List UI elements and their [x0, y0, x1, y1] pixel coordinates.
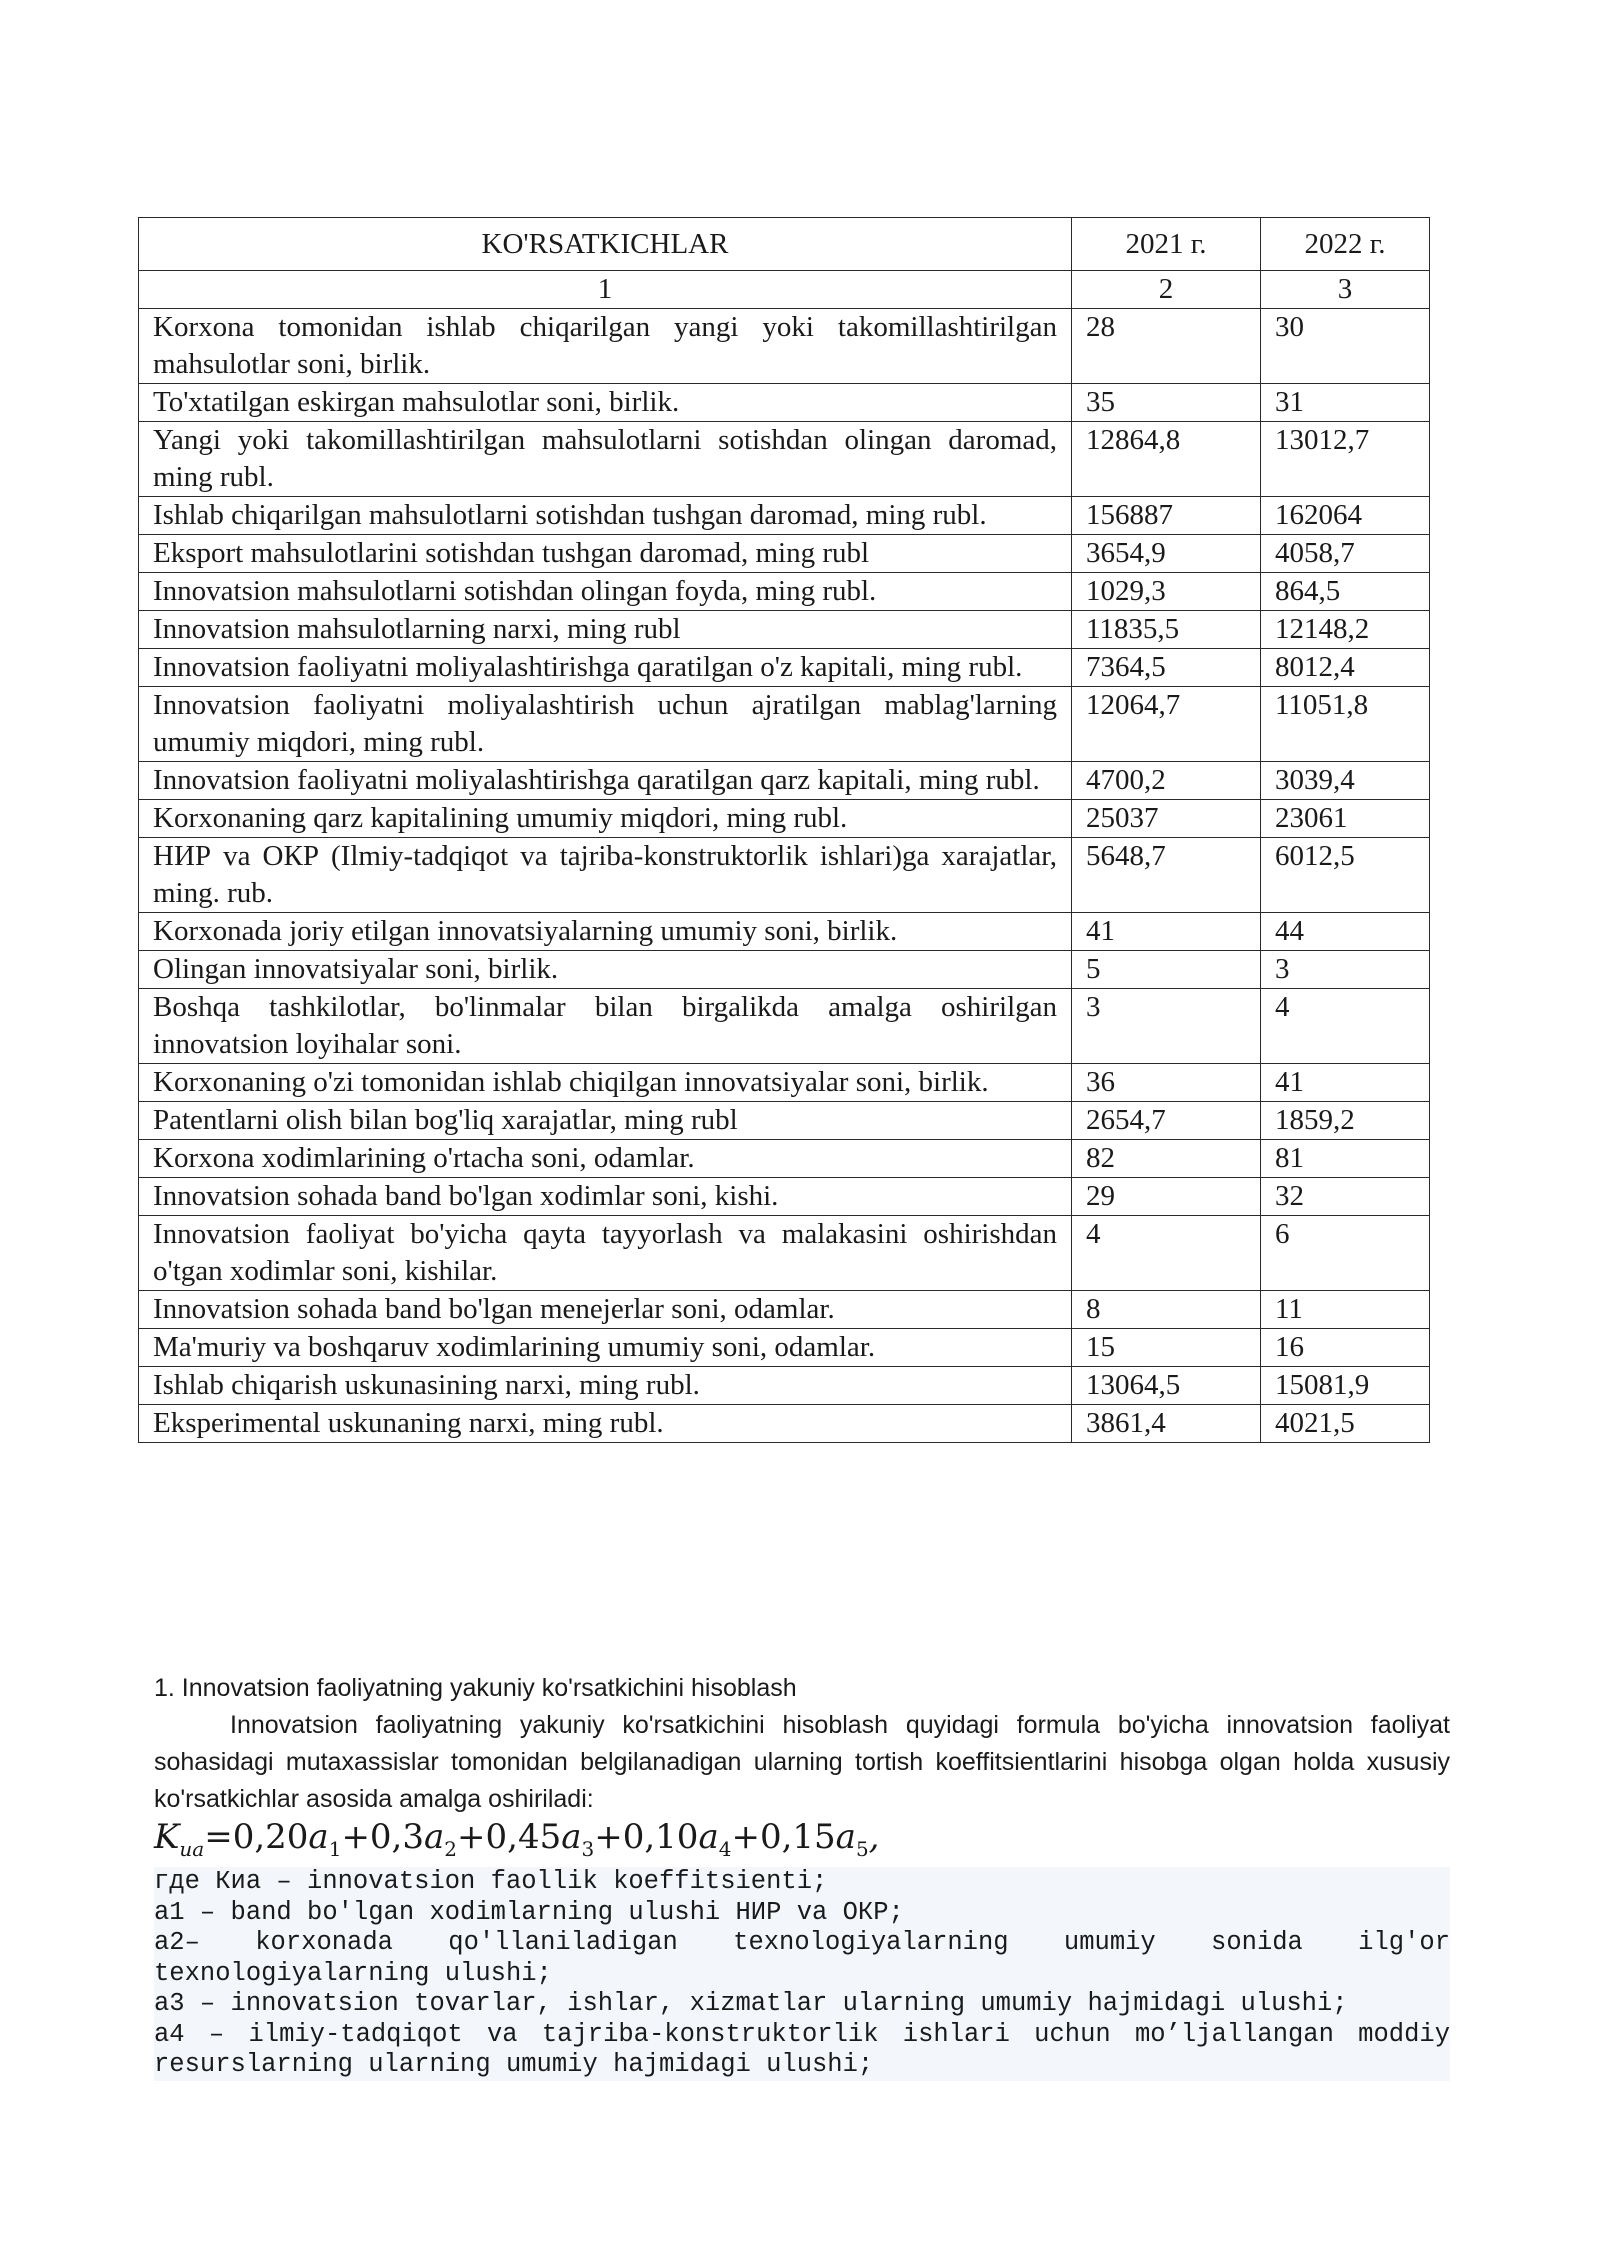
definition-line: a4 – ilmiy-tadqiqot va tajriba-konstruktorlik ishlari uchun mo’ljallangan moddiy resurslarning ularning umumiy hajmidagi ulushi;	[154, 2019, 1450, 2079]
value-2021-cell: 12064,7	[1072, 687, 1261, 762]
value-2021-cell: 12864,8	[1072, 422, 1261, 497]
value-2021-cell: 15	[1072, 1329, 1261, 1367]
value-2022-cell: 12148,2	[1261, 611, 1430, 649]
table-row	[139, 535, 1430, 573]
value-2022-cell: 16	[1261, 1329, 1430, 1367]
indicator-cell: Olingan innovatsiyalar soni, birlik.	[139, 951, 1072, 989]
value-2022-cell: 3039,4	[1261, 762, 1430, 800]
formula	[154, 1815, 879, 1871]
value-2022-cell: 6012,5	[1261, 838, 1430, 913]
formula-subscript: 5	[855, 1836, 869, 1861]
value-2022-cell: 6	[1261, 1216, 1430, 1291]
formula-subscript: 2	[444, 1836, 458, 1861]
value-2022-cell: 13012,7	[1261, 422, 1430, 497]
indicator-cell: Innovatsion faoliyat bo'yicha qayta tayyorlash va malakasini oshirishdan o'tgan xodimlar soni, kishilar.	[139, 1216, 1072, 1291]
table-row	[139, 687, 1430, 762]
value-2021-cell: 11835,5	[1072, 611, 1261, 649]
indicator-cell: НИР va ОКР (Ilmiy-tadqiqot va tajriba-konstruktorlik ishlari)ga xarajatlar, ming. rub.	[139, 838, 1072, 913]
column-number: 2	[1072, 271, 1261, 309]
indicators-table	[138, 217, 1430, 1443]
indicator-cell: Patentlarni olish bilan bog'liq xarajatlar, ming rubl	[139, 1102, 1072, 1140]
table-row	[139, 913, 1430, 951]
definition-line: где Киа – innovatsion faollik koeffitsienti;	[154, 1867, 828, 1896]
header-indicators: KO'RSATKICHLAR	[139, 218, 1072, 271]
table-row	[139, 1064, 1430, 1102]
indicator-cell: Innovatsion faoliyatni moliyalashtirishga qaratilgan qarz kapitali, ming rubl.	[139, 762, 1072, 800]
value-2022-cell: 8012,4	[1261, 649, 1430, 687]
value-2022-cell: 162064	[1261, 497, 1430, 535]
value-2022-cell: 4021,5	[1261, 1405, 1430, 1443]
table-row	[139, 762, 1430, 800]
indicator-cell: Korxona xodimlarining o'rtacha soni, odamlar.	[139, 1140, 1072, 1178]
indicator-cell: Innovatsion mahsulotlarning narxi, ming rubl	[139, 611, 1072, 649]
formula-coefficient: +0,45	[457, 1817, 562, 1857]
definition-line: a2– korxonada qo'llaniladigan texnologiyalarning umumiy sonida ilg'or texnologiyalarning ulushi;	[154, 1928, 1450, 1988]
indicator-cell: Korxonaning qarz kapitalining umumiy miqdori, ming rubl.	[139, 800, 1072, 838]
value-2022-cell: 4058,7	[1261, 535, 1430, 573]
value-2022-cell: 81	[1261, 1140, 1430, 1178]
table-row	[139, 1216, 1430, 1291]
table-row	[139, 422, 1430, 497]
table-row	[139, 573, 1430, 611]
value-2022-cell: 23061	[1261, 800, 1430, 838]
indicator-cell: Yangi yoki takomillashtirilgan mahsulotlarni sotishdan olingan daromad, ming rubl.	[139, 422, 1072, 497]
value-2021-cell: 3861,4	[1072, 1405, 1261, 1443]
indicator-cell: Boshqa tashkilotlar, bo'linmalar bilan birgalikda amalga oshirilgan innovatsion loyihalar soni.	[139, 989, 1072, 1064]
table-row	[139, 989, 1430, 1064]
table-row	[139, 309, 1430, 384]
column-number: 1	[139, 271, 1072, 309]
formula-variable: a	[424, 1817, 445, 1857]
formula-subscript: 4	[718, 1836, 732, 1861]
table-row	[139, 384, 1430, 422]
formula-coefficient: +0,10	[594, 1817, 699, 1857]
formula-coefficient: +0,15	[731, 1817, 836, 1857]
value-2021-cell: 36	[1072, 1064, 1261, 1102]
formula-tail: ,	[868, 1817, 880, 1857]
value-2022-cell: 1859,2	[1261, 1102, 1430, 1140]
table-row	[139, 800, 1430, 838]
indicator-cell: Korxonada joriy etilgan innovatsiyalarning umumiy soni, birlik.	[139, 913, 1072, 951]
value-2022-cell: 3	[1261, 951, 1430, 989]
indicator-cell: Eksport mahsulotlarini sotishdan tushgan daromad, ming rubl	[139, 535, 1072, 573]
value-2022-cell: 15081,9	[1261, 1367, 1430, 1405]
value-2021-cell: 5648,7	[1072, 838, 1261, 913]
indicator-cell: To'xtatilgan eskirgan mahsulotlar soni, birlik.	[139, 384, 1072, 422]
value-2022-cell: 864,5	[1261, 573, 1430, 611]
table-row	[139, 1102, 1430, 1140]
table-row	[139, 1405, 1430, 1443]
value-2021-cell: 2654,7	[1072, 1102, 1261, 1140]
formula-variable: a	[308, 1817, 329, 1857]
formula-coefficient: =0,20	[204, 1817, 309, 1857]
indicator-cell: Ma'muriy va boshqaruv xodimlarining umumiy soni, odamlar.	[139, 1329, 1072, 1367]
value-2021-cell: 156887	[1072, 497, 1261, 535]
indicator-cell: Innovatsion faoliyatni moliyalashtirishga qaratilgan o'z kapitali, ming rubl.	[139, 649, 1072, 687]
value-2021-cell: 3654,9	[1072, 535, 1261, 573]
value-2021-cell: 82	[1072, 1140, 1261, 1178]
value-2022-cell: 30	[1261, 309, 1430, 384]
formula-lhs: K	[154, 1817, 180, 1857]
definition-line: a1 – band bo'lgan xodimlarning ulushi НИР va ОКР;	[154, 1897, 904, 1927]
table-row	[139, 649, 1430, 687]
indicator-cell: Innovatsion sohada band bo'lgan menejerlar soni, odamlar.	[139, 1291, 1072, 1329]
table-row	[139, 1140, 1430, 1178]
formula-subscript: 1	[328, 1836, 342, 1861]
definitions-block	[154, 1867, 1450, 2081]
value-2022-cell: 11	[1261, 1291, 1430, 1329]
indicator-cell: Eksperimental uskunaning narxi, ming rubl.	[139, 1405, 1072, 1443]
value-2022-cell: 44	[1261, 913, 1430, 951]
formula-coefficient: +0,3	[341, 1817, 424, 1857]
value-2021-cell: 4700,2	[1072, 762, 1261, 800]
value-2022-cell: 11051,8	[1261, 687, 1430, 762]
formula-variable: a	[835, 1817, 856, 1857]
column-number-row	[139, 271, 1430, 309]
indicator-cell: Ishlab chiqarish uskunasining narxi, ming rubl.	[139, 1367, 1072, 1405]
value-2021-cell: 35	[1072, 384, 1261, 422]
definition-line: a3 – innovatsion tovarlar, ishlar, xizmatlar ularning umumiy hajmidagi ulushi;	[154, 1989, 1348, 2018]
value-2021-cell: 5	[1072, 951, 1261, 989]
formula-subscript: 3	[581, 1836, 595, 1861]
value-2022-cell: 32	[1261, 1178, 1430, 1216]
table-row	[139, 611, 1430, 649]
value-2021-cell: 41	[1072, 913, 1261, 951]
formula-lhs-subscript: иа	[179, 1836, 205, 1861]
indicator-cell: Korxona tomonidan ishlab chiqarilgan yangi yoki takomillashtirilgan mahsulotlar soni, birlik.	[139, 309, 1072, 384]
value-2021-cell: 3	[1072, 989, 1261, 1064]
section-title: 1. Innovatsion faoliyatning yakuniy ko'rsatkichini hisoblash	[154, 1674, 797, 1702]
value-2021-cell: 7364,5	[1072, 649, 1261, 687]
value-2021-cell: 29	[1072, 1178, 1261, 1216]
section-paragraph: Innovatsion faoliyatning yakuniy ko'rsatkichini hisoblash quyidagi formula bo'yicha innovatsion faoliyat sohasidagi mutaxassislar tomonidan belgilanadigan ularning tortish koeffitsientlarini hisobga olgan holda xususiy ko'rsatkichlar asosida amalga oshiriladi:	[154, 1711, 1450, 1813]
indicator-cell: Ishlab chiqarilgan mahsulotlarni sotishdan tushgan daromad, ming rubl.	[139, 497, 1072, 535]
value-2021-cell: 1029,3	[1072, 573, 1261, 611]
table-row	[139, 1329, 1430, 1367]
formula-variable: a	[698, 1817, 719, 1857]
value-2021-cell: 13064,5	[1072, 1367, 1261, 1405]
indicator-cell: Korxonaning o'zi tomonidan ishlab chiqilgan innovatsiyalar soni, birlik.	[139, 1064, 1072, 1102]
value-2022-cell: 31	[1261, 384, 1430, 422]
value-2022-cell: 4	[1261, 989, 1430, 1064]
table-row	[139, 1178, 1430, 1216]
value-2021-cell: 25037	[1072, 800, 1261, 838]
value-2021-cell: 8	[1072, 1291, 1261, 1329]
table-row	[139, 1291, 1430, 1329]
value-2021-cell: 28	[1072, 309, 1261, 384]
table-row	[139, 838, 1430, 913]
indicator-cell: Innovatsion faoliyatni moliyalashtirish uchun ajratilgan mablag'larning umumiy miqdori, ming rubl.	[139, 687, 1072, 762]
header-2021: 2021 г.	[1072, 218, 1261, 271]
indicator-cell: Innovatsion sohada band bo'lgan xodimlar soni, kishi.	[139, 1178, 1072, 1216]
header-2022: 2022 г.	[1261, 218, 1430, 271]
value-2022-cell: 41	[1261, 1064, 1430, 1102]
formula-variable: a	[561, 1817, 582, 1857]
indicator-cell: Innovatsion mahsulotlarni sotishdan olingan foyda, ming rubl.	[139, 573, 1072, 611]
table-row	[139, 951, 1430, 989]
column-number: 3	[1261, 271, 1430, 309]
table-row	[139, 497, 1430, 535]
table-header-row	[139, 218, 1430, 271]
table-row	[139, 1367, 1430, 1405]
value-2021-cell: 4	[1072, 1216, 1261, 1291]
